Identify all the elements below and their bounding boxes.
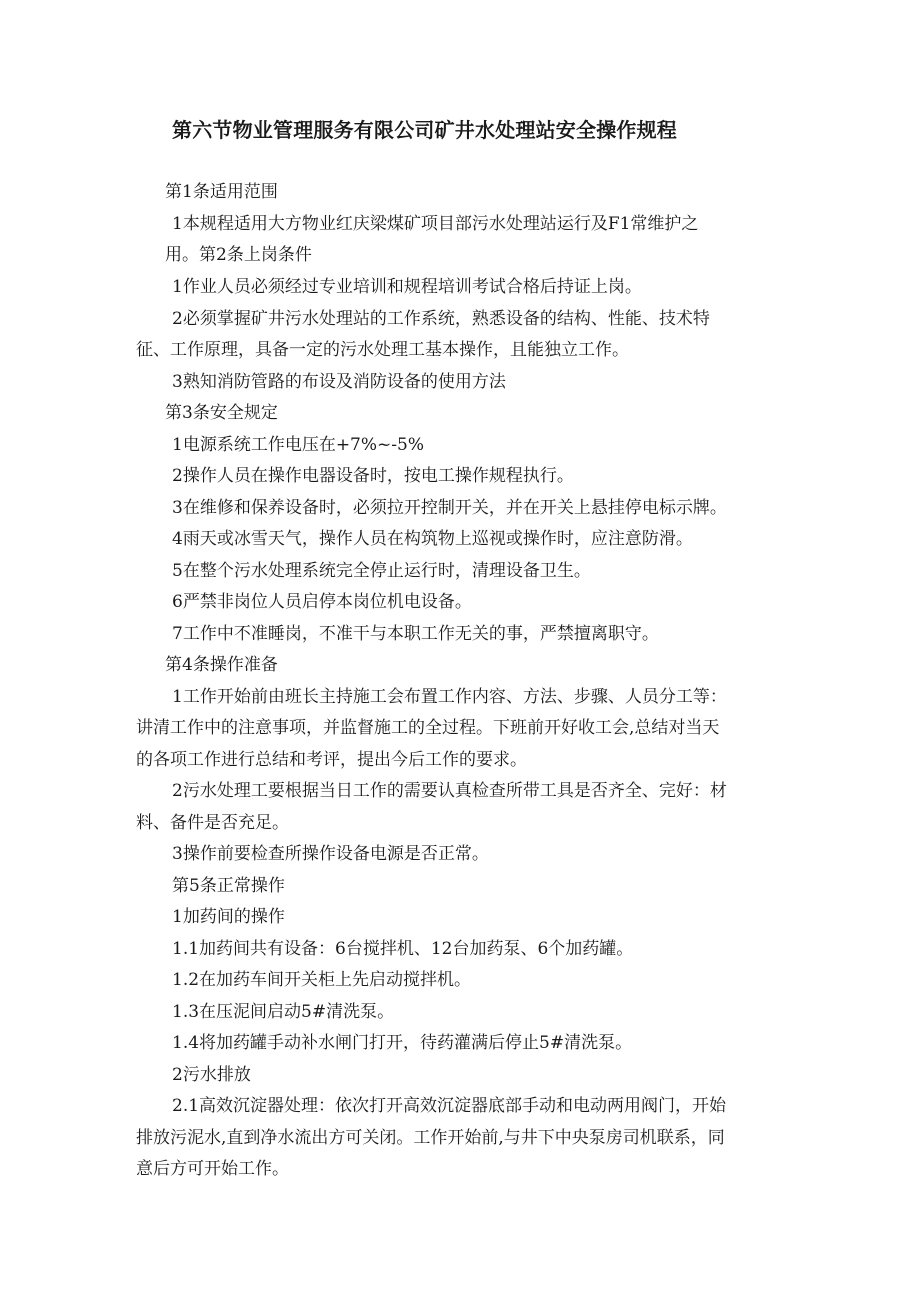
- section-heading-5: 第5条正常操作: [172, 876, 285, 896]
- text-line: 1工作开始前由班长主持施工会布置工作内容、方法、步骤、人员分工等：: [172, 687, 727, 707]
- text-line: 的各项工作进行总结和考评，提出今后工作的要求。: [136, 750, 527, 770]
- text-line: 2操作人员在操作电器设备时，按电工操作规程执行。: [172, 466, 574, 486]
- text-line: 排放污泥水,直到净水流出方可关闭。工作开始前,与井下中央泵房司机联系，同: [136, 1128, 725, 1148]
- text-line: 1.3在压泥间启动5#清洗泵。: [172, 1002, 395, 1022]
- text-line: 4雨天或冰雪天气，操作人员在构筑物上巡视或操作时，应注意防滑。: [172, 529, 693, 549]
- text-line: 用。第2条上岗条件: [165, 245, 312, 265]
- text-line: 意后方可开始工作。: [136, 1159, 289, 1179]
- text-line: 1作业人员必须经过专业培训和规程培训考试合格后持证上岗。: [172, 277, 642, 297]
- section-heading-4: 第4条操作准备: [165, 655, 278, 675]
- text-line: 6严禁非岗位人员启停本岗位机电设备。: [172, 592, 472, 612]
- document-title: 第六节物业管理服务有限公司矿井水处理站安全操作规程: [172, 118, 677, 142]
- text-line: 征、工作原理，具备一定的污水处理工基本操作，且能独立工作。: [136, 340, 629, 360]
- text-line: 3在维修和保养设备时，必须拉开控制开关，并在开关上悬挂停电标示牌。: [172, 498, 727, 518]
- text-line: 3熟知消防管路的布设及消防设备的使用方法: [172, 372, 506, 392]
- text-line: 2污水排放: [172, 1065, 251, 1085]
- text-line: 1电源系统工作电压在+7%~-5%: [172, 435, 424, 455]
- section-heading-1: 第1条适用范围: [165, 182, 278, 202]
- section-heading-3: 第3条安全规定: [165, 403, 278, 423]
- text-line: 1本规程适用大方物业红庆梁煤矿项目部污水处理站运行及F1常维护之: [172, 214, 699, 234]
- text-line: 料、备件是否充足。: [136, 813, 289, 833]
- text-line: 1.1加药间共有设备：6台搅拌机、12台加药泵、6个加药罐。: [172, 939, 634, 959]
- text-line: 1加药间的操作: [172, 907, 285, 927]
- text-line: 1.2在加药车间开关柜上先启动搅拌机。: [172, 970, 472, 990]
- text-line: 2.1高效沉淀器处理：依次打开高效沉淀器底部手动和电动两用阀门，开始: [172, 1096, 727, 1116]
- text-line: 3操作前要检查所操作设备电源是否正常。: [172, 844, 489, 864]
- text-line: 讲清工作中的注意事项，并监督施工的全过程。下班前开好收工会,总结对当天: [136, 718, 720, 738]
- text-line: 5在整个污水处理系统完全停止运行时，清理设备卫生。: [172, 561, 591, 581]
- text-line: 2污水处理工要根据当日工作的需要认真检查所带工具是否齐全、完好：材: [172, 781, 727, 801]
- text-line: 2必须掌握矿井污水处理站的工作系统，熟悉设备的结构、性能、技术特: [172, 309, 710, 329]
- text-line: 7工作中不准睡岗，不准干与本职工作无关的事，严禁擅离职守。: [172, 624, 659, 644]
- text-line: 1.4将加药罐手动补水闸门打开，待药灌满后停止5#清洗泵。: [172, 1033, 633, 1053]
